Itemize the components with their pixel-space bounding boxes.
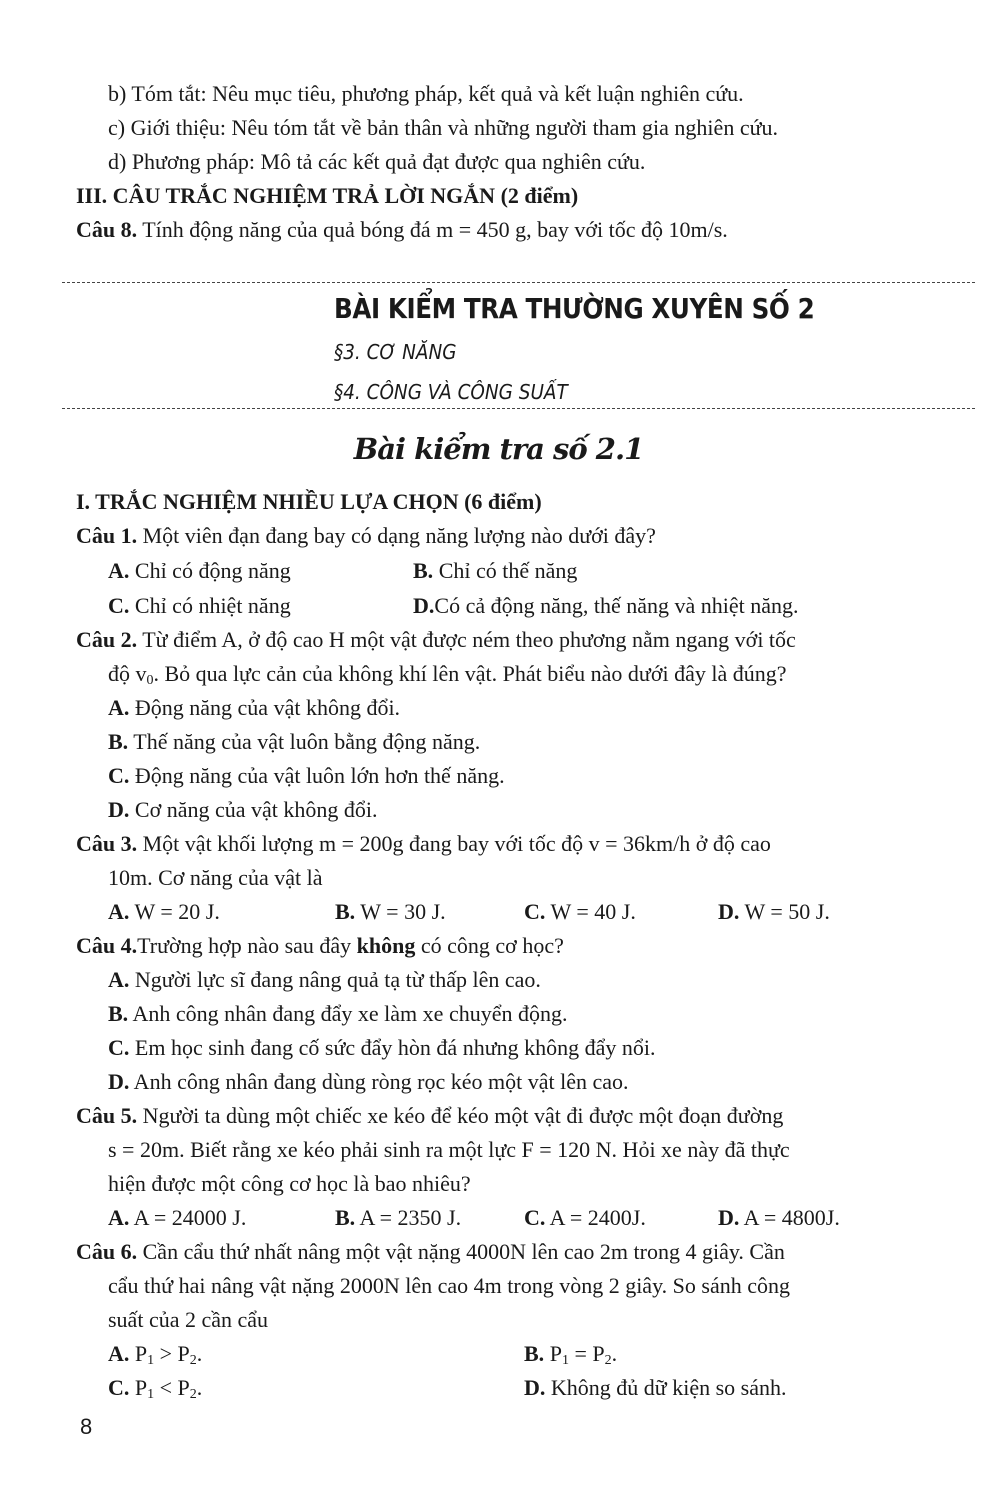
option-text: A = 24000 J. [129,1205,247,1230]
option-text: Cơ năng của vật không đổi. [129,797,378,822]
option-key: D. [524,1375,546,1400]
option-key: C. [108,1035,130,1060]
question-label: Câu 2. [76,627,138,652]
subscript: 1 [147,1353,155,1368]
option-text: > P [154,1341,190,1366]
option-text: . [611,1341,618,1366]
option-text: A = 4800J. [739,1205,840,1230]
option-key: A. [108,695,130,720]
question-text: Một viên đạn đang bay có dạng năng lượng nào dưới đây? [137,523,656,548]
question-text: Một vật khối lượng m = 200g đang bay với tốc độ v = 36km/h ở độ cao [137,831,771,856]
text: . Bỏ qua lực cản của không khí lên vật. Phát biểu nào dưới đây là đúng? [153,661,787,686]
question-5-line-2: s = 20m. Biết rằng xe kéo phải sinh ra một lực F = 120 N. Hỏi xe này đã thực [108,1137,790,1162]
option-text: W = 50 J. [739,899,830,924]
question-4 [76,932,564,960]
option-text: A = 2350 J. [355,1205,462,1230]
option-key: A. [108,1341,130,1366]
option-key: C. [108,1375,130,1400]
question-text: Người ta dùng một chiếc xe kéo để kéo một vật đi được một đoạn đường [137,1103,784,1128]
option-a [108,694,400,722]
option-key: A. [108,967,130,992]
option-c [524,898,636,926]
option-text: Chỉ có thế năng [433,558,578,583]
option-key: D. [108,797,130,822]
page-number: 8 [80,1414,93,1439]
option-text: A = 2400J. [545,1205,646,1230]
option-a [108,1340,202,1368]
option-a [108,1204,246,1232]
page-title: BÀI KIỂM TRA THƯỜNG XUYÊN SỐ 2 [334,292,815,325]
option-key: A. [108,1205,130,1230]
option-key: D. [718,899,740,924]
option-a [108,557,291,585]
option-text: Người lực sĩ đang nâng quả tạ từ thấp lên cao. [129,967,541,992]
option-key: D. [718,1205,740,1230]
option-text: W = 40 J. [545,899,636,924]
question-text: Từ điểm A, ở độ cao H một vật được ném theo phương nằm ngang với tốc [137,627,796,652]
question-text: có công cơ học? [415,933,564,958]
option-d [108,796,377,824]
option-c [108,592,291,620]
option-text: Động năng của vật không đổi. [129,695,401,720]
option-text: W = 20 J. [129,899,220,924]
option-d [413,592,799,620]
test-subtitle: Bài kiểm tra số 2.1 [353,432,644,466]
option-key: C. [108,763,130,788]
subscript: 2 [189,1353,197,1368]
option-d [718,1204,840,1232]
option-key: A. [108,899,130,924]
option-text: Chỉ có động năng [129,558,291,583]
subscript: 1 [561,1353,569,1368]
option-text: < P [154,1375,190,1400]
option-text: = P [568,1341,605,1366]
option-c [524,1204,646,1232]
option-key: D. [413,593,435,618]
option-text: Em học sinh đang cố sức đẩy hòn đá nhưng không đẩy nổi. [129,1035,656,1060]
option-a [108,966,541,994]
question-5 [76,1102,783,1130]
option-key: D. [108,1069,130,1094]
option-key: B. [335,899,356,924]
option-text: W = 30 J. [355,899,446,924]
option-d [108,1068,629,1096]
option-key: A. [108,558,130,583]
question-label: Câu 1. [76,523,138,548]
option-c [108,762,505,790]
option-key: B. [524,1341,545,1366]
subscript: 2 [604,1353,612,1368]
option-text: Thế năng của vật luôn bằng động năng. [128,729,481,754]
subscript: 2 [189,1387,197,1402]
question-6 [76,1238,785,1266]
text: độ v [108,661,147,686]
option-c [108,1374,202,1402]
option-text: . [196,1375,203,1400]
divider-bottom [62,408,975,409]
option-b [335,1204,461,1232]
question-label: Câu 5. [76,1103,138,1128]
list-item-b: b) Tóm tắt: Nêu mục tiêu, phương pháp, kết quả và kết luận nghiên cứu. [108,81,744,106]
section-3-title: §3. CƠ NĂNG [334,340,457,364]
option-key: C. [108,593,130,618]
option-text: Động năng của vật luôn lớn hơn thế năng. [129,763,505,788]
question-label: Câu 4. [76,933,138,958]
question-3-line-2: 10m. Cơ năng của vật là [108,865,323,890]
question-6-line-2: cẩu thứ hai nâng vật nặng 2000N lên cao 4m trong vòng 2 giây. So sánh công [108,1273,790,1298]
option-d [718,898,830,926]
option-text: Anh công nhân đang dùng ròng rọc kéo một vật lên cao. [129,1069,629,1094]
question-text: Trường hợp nào sau đây [137,933,357,958]
option-b [524,1340,617,1368]
option-key: C. [524,1205,546,1230]
question-5-line-3: hiện được một công cơ học là bao nhiêu? [108,1171,471,1196]
option-b [108,728,480,756]
question-1 [76,522,656,550]
subscript: 0 [146,673,154,688]
subscript: 1 [147,1387,155,1402]
option-d [524,1374,786,1402]
question-8 [76,216,728,244]
list-item-d: d) Phương pháp: Mô tả các kết quả đạt được qua nghiên cứu. [108,149,646,174]
option-key: B. [108,1001,129,1026]
question-6-line-3: suất của 2 cần cẩu [108,1307,269,1332]
option-text: Không đủ dữ kiện so sánh. [545,1375,787,1400]
option-c [108,1034,656,1062]
option-b [413,557,577,585]
option-text: P [129,1375,148,1400]
question-2-line-2 [108,660,787,688]
question-3 [76,830,771,858]
section-heading-multiple-choice: I. TRẮC NGHIỆM NHIỀU LỰA CHỌN (6 điểm) [76,489,542,514]
option-text: Anh công nhân đang đẩy xe làm xe chuyển động. [128,1001,568,1026]
section-4-title: §4. CÔNG VÀ CÔNG SUẤT [334,380,568,404]
option-b [108,1000,567,1028]
question-text: Cần cẩu thứ nhất nâng một vật nặng 4000N lên cao 2m trong 4 giây. Cần [137,1239,785,1264]
option-text: Chỉ có nhiệt năng [129,593,291,618]
option-text: P [544,1341,562,1366]
emphasis-text: không [356,933,416,958]
option-text: . [196,1341,203,1366]
option-key: B. [413,558,434,583]
option-key: B. [335,1205,356,1230]
question-label: Câu 8. [76,217,138,242]
question-label: Câu 3. [76,831,138,856]
option-text: P [129,1341,148,1366]
divider-top [62,282,975,283]
option-a [108,898,220,926]
section-heading-short-answer: III. CÂU TRẮC NGHIỆM TRẢ LỜI NGẮN (2 điểm) [76,183,579,208]
list-item-c: c) Giới thiệu: Nêu tóm tắt về bản thân và những người tham gia nghiên cứu. [108,115,779,140]
question-label: Câu 6. [76,1239,138,1264]
option-b [335,898,446,926]
question-text: Tính động năng của quả bóng đá m = 450 g, bay với tốc độ 10m/s. [137,217,728,242]
question-2 [76,626,796,654]
option-key: C. [524,899,546,924]
option-key: B. [108,729,129,754]
option-text: Có cả động năng, thế năng và nhiệt năng. [434,593,799,618]
